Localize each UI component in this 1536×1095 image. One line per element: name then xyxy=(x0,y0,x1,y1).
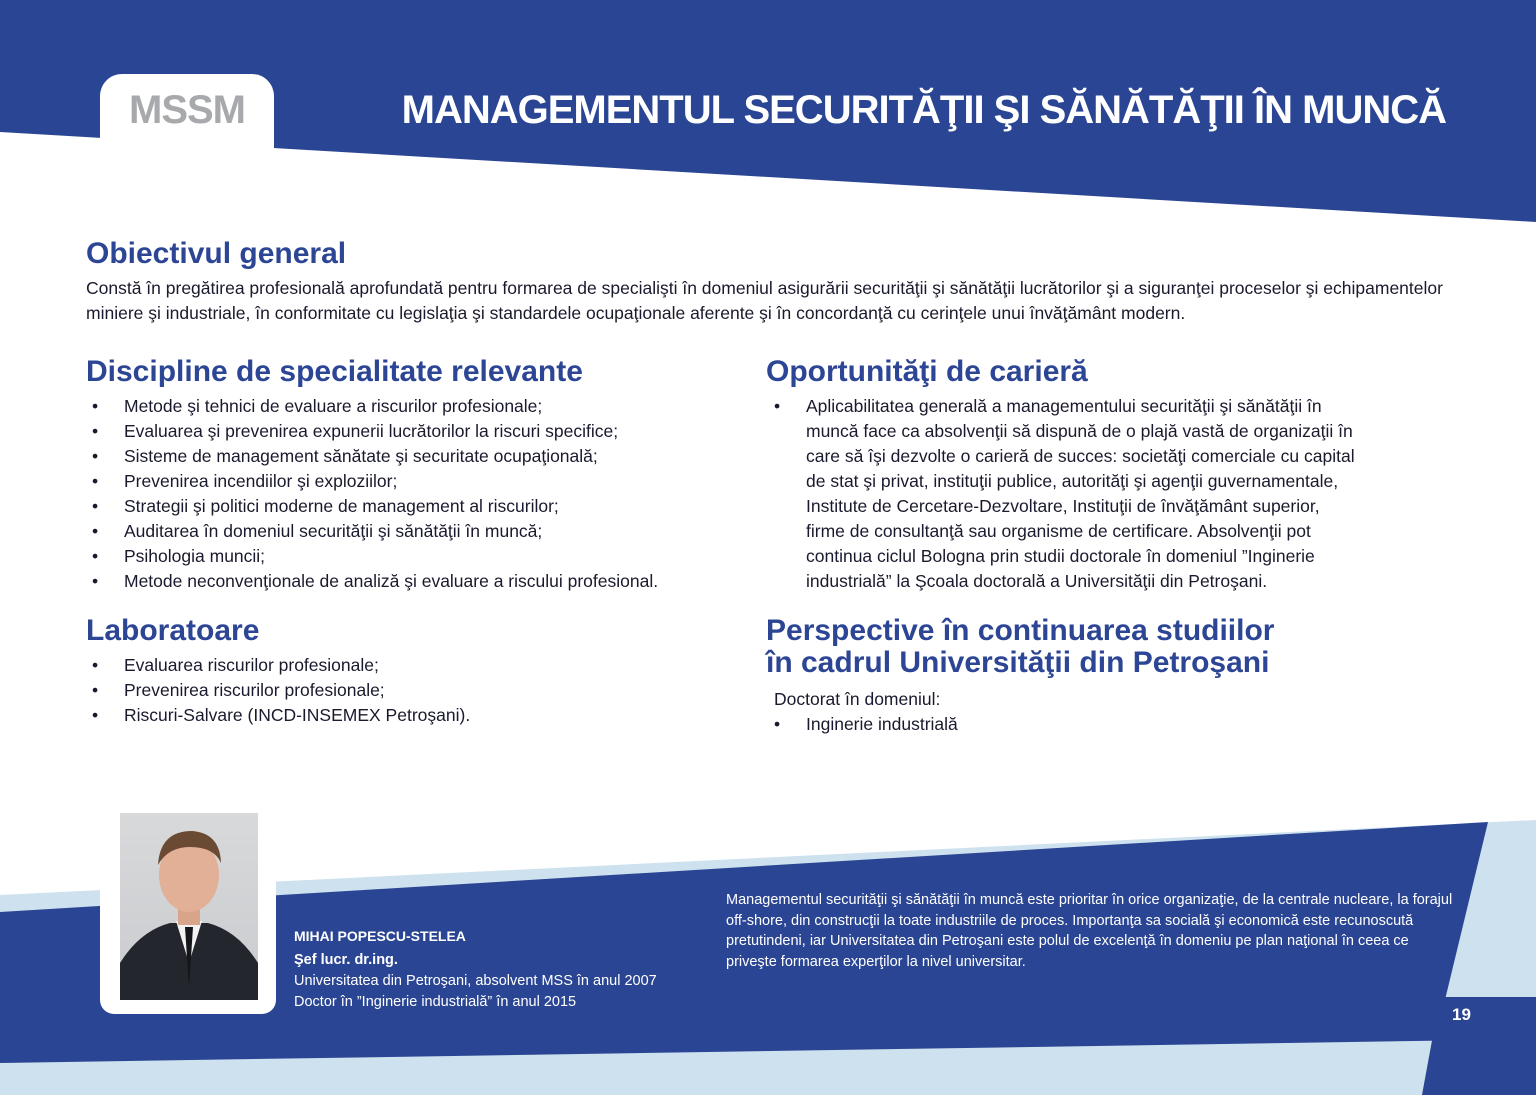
list-item: • Prevenirea riscurilor profesionale; xyxy=(86,678,736,703)
careers-section xyxy=(766,356,1446,594)
careers-line: • Aplicabilitatea generală a managementului securităţii şi sănătăţii în xyxy=(768,394,1446,419)
careers-line: care să îşi dezvolte o carieră de succes: societăţi comerciale cu capital xyxy=(806,446,1355,466)
careers-line: muncă face ca absolvenţii să dispună de o plajă vastă de organizaţii în xyxy=(806,421,1353,441)
list-item: • Evaluarea riscurilor profesionale; xyxy=(86,653,736,678)
list-item: • Metode neconvenţionale de analiză şi evaluare a riscului profesional. xyxy=(86,569,736,594)
perspectives-list xyxy=(768,712,1446,737)
list-item: • Prevenirea incendiilor şi exploziilor; xyxy=(86,469,736,494)
perspectives-heading-line2: în cadrul Universităţii din Petroşani xyxy=(766,646,1270,679)
profile-title: Şef lucr. dr.ing. xyxy=(294,952,398,968)
disciplines-list xyxy=(86,394,736,594)
careers-heading: Oportunităţi de carieră xyxy=(766,355,1088,388)
objective-section xyxy=(86,238,1456,326)
list-item: • Metode şi tehnici de evaluare a riscurilor profesionale; xyxy=(86,394,736,419)
careers-line: continua ciclul Bologna prin studii doctorale în domeniul ”Inginerie xyxy=(806,546,1315,566)
careers-line: firme de consultanţă sau organisme de certificare. Absolvenţii pot xyxy=(806,521,1311,541)
careers-line: de stat şi privat, instituţii publice, autorităţi şi agenţii guvernamentale, xyxy=(806,471,1339,491)
labs-list xyxy=(86,653,736,728)
corner-block xyxy=(1422,997,1536,1095)
careers-line: Institute de Cercetare-Dezvoltare, Instituţii de învăţământ superior, xyxy=(806,496,1320,516)
profile-line: Universitatea din Petroşani, absolvent MSS în anul 2007 xyxy=(294,973,657,989)
list-item: • Evaluarea şi prevenirea expunerii lucrătorilor la riscuri specifice; xyxy=(86,419,736,444)
labs-section xyxy=(86,615,736,728)
list-item: • Sisteme de management sănătate şi securitate ocupaţională; xyxy=(86,444,736,469)
objective-text: Constă în pregătirea profesională aprofundată pentru formarea de specialişti în domeniul asigurării securităţii şi sănătăţii lucrătorilor şi a siguranţei proceselor şi echipamentelor miniere şi industriale, în conformitate cu legislaţia şi standardele ocupaţionale aferente şi în concordanţă cu cerinţele unui învăţământ modern. xyxy=(86,278,1443,323)
list-item: • Auditarea în domeniul securităţii şi sănătăţii în muncă; xyxy=(86,519,736,544)
perspectives-intro: Doctorat în domeniul: xyxy=(774,689,941,709)
perspectives-section xyxy=(766,615,1446,737)
page-title: MANAGEMENTUL SECURITĂŢII ŞI SĂNĂTĂŢII ÎN MUNCĂ xyxy=(401,88,1446,132)
disciplines-section xyxy=(86,356,736,594)
page-number: 19 xyxy=(1452,1005,1471,1024)
profile-name: MIHAI POPESCU-STELEA xyxy=(294,928,466,944)
careers-list xyxy=(768,394,1446,594)
profile-line: Doctor în ”Inginerie industrială” în anul 2015 xyxy=(294,994,577,1010)
labs-heading: Laboratoare xyxy=(86,614,260,647)
list-item: • Strategii şi politici moderne de management al riscurilor; xyxy=(86,494,736,519)
profile-block xyxy=(294,926,657,1013)
list-item: • Inginerie industrială xyxy=(768,712,1446,737)
disciplines-heading: Discipline de specialitate relevante xyxy=(86,355,583,388)
list-item: • Riscuri-Salvare (INCD-INSEMEX Petroşani). xyxy=(86,703,736,728)
list-item: • Psihologia muncii; xyxy=(86,544,736,569)
objective-heading: Obiectivul general xyxy=(86,237,347,270)
careers-line: industrială” la Şcoala doctorală a Universităţii din Petroşani. xyxy=(806,571,1268,591)
perspectives-heading-line1: Perspective în continuarea studiilor xyxy=(766,614,1275,647)
portrait-photo xyxy=(120,813,258,1000)
testimonial-quote: Managementul securităţii şi sănătăţii în muncă este prioritar în orice organizaţie, de la centrale nucleare, la forajul off-shore, din construcţii la toate industriile de proces. Importanţa sa socială şi economică este recunoscută pretutindeni, iar Universitatea din Petroşani este polul de excelenţă în domeniu pe plan naţional în ceea ce priveşte formarea experţilor la nivel universitar. xyxy=(726,892,1453,970)
header-tab-label: MSSM xyxy=(129,88,245,132)
